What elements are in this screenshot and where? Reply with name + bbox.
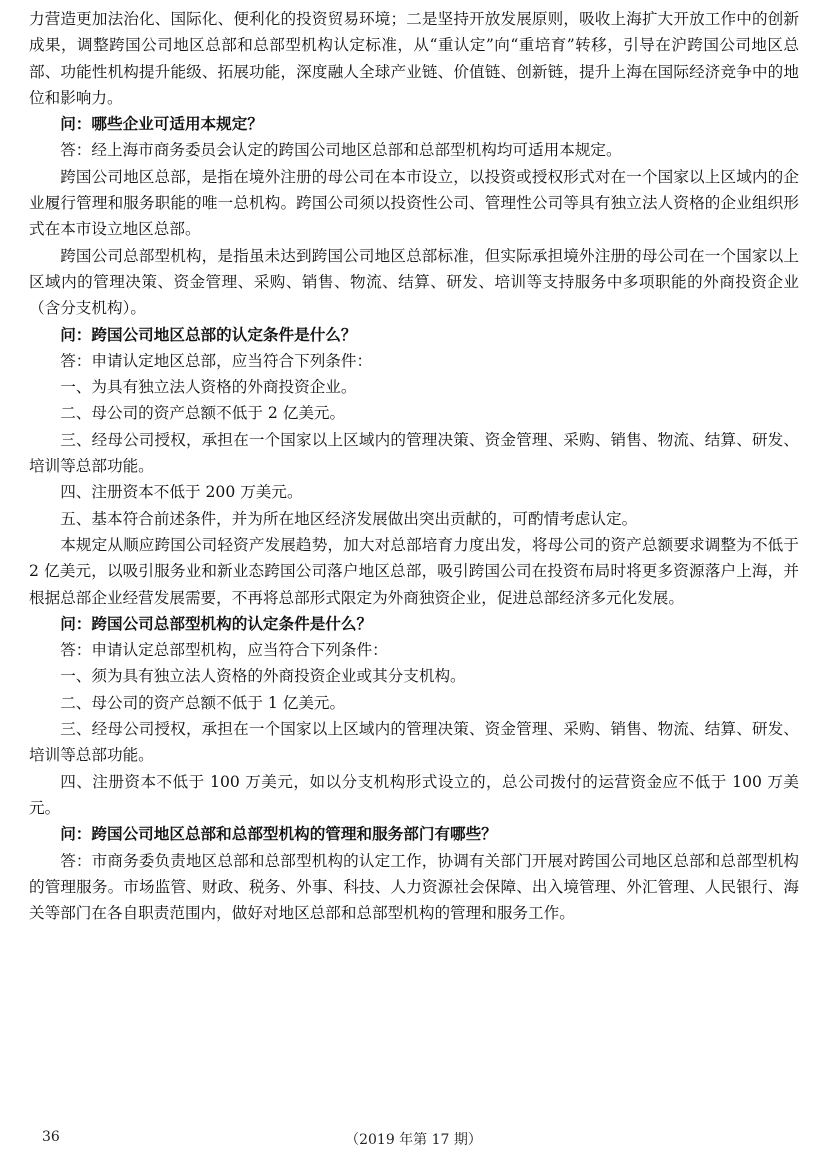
condition-item: 二、母公司的资产总额不低于 1 亿美元。 bbox=[60, 693, 346, 712]
question-management-departments: 问：跨国公司地区总部和总部型机构的管理和服务部门有哪些？ bbox=[60, 824, 497, 844]
condition-item: 一、须为具有独立法人资格的外商投资企业或其分支机构。 bbox=[60, 667, 466, 686]
answer-management-departments: 答：市商务委负责地区总部和总部型机构的认定工作，协调有关部门开展对跨国公司地区总部和总部型机构的管理服务。市场监管、财政、税务、外事、科技、人力资源社会保障、出入境管理、外汇管理、人民银行、海关等部门在各自职责范围内，做好对地区总部和总部型机构的管理和服务工作。 bbox=[29, 851, 799, 923]
page-number: 36 bbox=[42, 1129, 60, 1145]
paragraph-1: 力营造更加法治化、国际化、便利化的投资贸易环境；二是坚持开放发展原则，吸收上海扩大开放工作中的创新成果，调整跨国公司地区总部和总部型机构认定标准，从“重认定”向“重培育”转移，引导在沪跨国公司地区总部、功能性机构提升能级、拓展功能，深度融人全球产业链、价值链、创新链，提升上海在国际经济竞争中的地位和影响力。 bbox=[29, 10, 799, 107]
condition-item: 五、基本符合前述条件，并为所在地区经济发展做出突出贡献的，可酌情考虑认定。 bbox=[60, 509, 638, 528]
condition-item: 四、注册资本不低于 100 万美元，如以分支机构形式设立的，总公司拨付的运营资金应不低于 100 万美元。 bbox=[29, 772, 799, 817]
issue-label: （2019 年第 17 期） bbox=[345, 1132, 482, 1148]
condition-item: 三、经母公司授权，承担在一个国家以上区域内的管理决策、资金管理、采购、销售、物流、结算、研发、培训等总部功能。 bbox=[29, 720, 799, 765]
condition-item: 一、为具有独立法人资格的外商投资企业。 bbox=[60, 378, 357, 397]
answer-applicable-enterprises: 答：经上海市商务委员会认定的跨国公司地区总部和总部型机构均可适用本规定。 bbox=[60, 141, 622, 160]
condition-item: 三、经母公司授权，承担在一个国家以上区域内的管理决策、资金管理、采购、销售、物流、结算、研发、培训等总部功能。 bbox=[29, 430, 799, 476]
answer-regional-hq-intro: 答：申请认定地区总部，应当符合下列条件： bbox=[60, 351, 373, 370]
explanation-paragraph: 本规定从顺应跨国公司轻资产发展趋势，加大对总部培育力度出发，将母公司的资产总额要求调整为不低于 2 亿美元，以吸引服务业和新业态跨国公司落户地区总部，吸引跨国公司在投资布局时将更多资源落户上海，并根据总部企业经营发展需要，不再将总部形式限定为外商独资企业，促进总部经济多元化发展。 bbox=[29, 535, 799, 607]
definition-regional-hq: 跨国公司地区总部，是指在境外注册的母公司在本市设立，以投资或授权形式对在一个国家以上区域内的企业履行管理和服务职能的唯一总机构。跨国公司须以投资性公司、管理性公司等具有独立法人资格的企业组织形式在本市设立地区总部。 bbox=[29, 167, 799, 239]
article-body bbox=[29, 6, 799, 926]
definition-hq-type-institution: 跨国公司总部型机构，是指虽未达到跨国公司地区总部标准，但实际承担境外注册的母公司在一个国家以上区域内的管理决策、资金管理、采购、销售、物流、结算、研发、培训等支持服务中多项职能的外商投资企业（含分支机构）。 bbox=[29, 246, 799, 318]
condition-item: 四、注册资本不低于 200 万美元。 bbox=[60, 483, 303, 502]
question-applicable-enterprises: 问：哪些企业可适用本规定？ bbox=[60, 114, 263, 134]
question-hq-type-conditions: 问：跨国公司总部型机构的认定条件是什么？ bbox=[60, 613, 373, 633]
answer-hq-type-intro: 答：申请认定总部型机构，应当符合下列条件： bbox=[60, 641, 388, 660]
condition-item: 二、母公司的资产总额不低于 2 亿美元。 bbox=[60, 404, 346, 423]
question-regional-hq-conditions: 问：跨国公司地区总部的认定条件是什么？ bbox=[60, 324, 357, 344]
page-footer bbox=[0, 1129, 827, 1151]
